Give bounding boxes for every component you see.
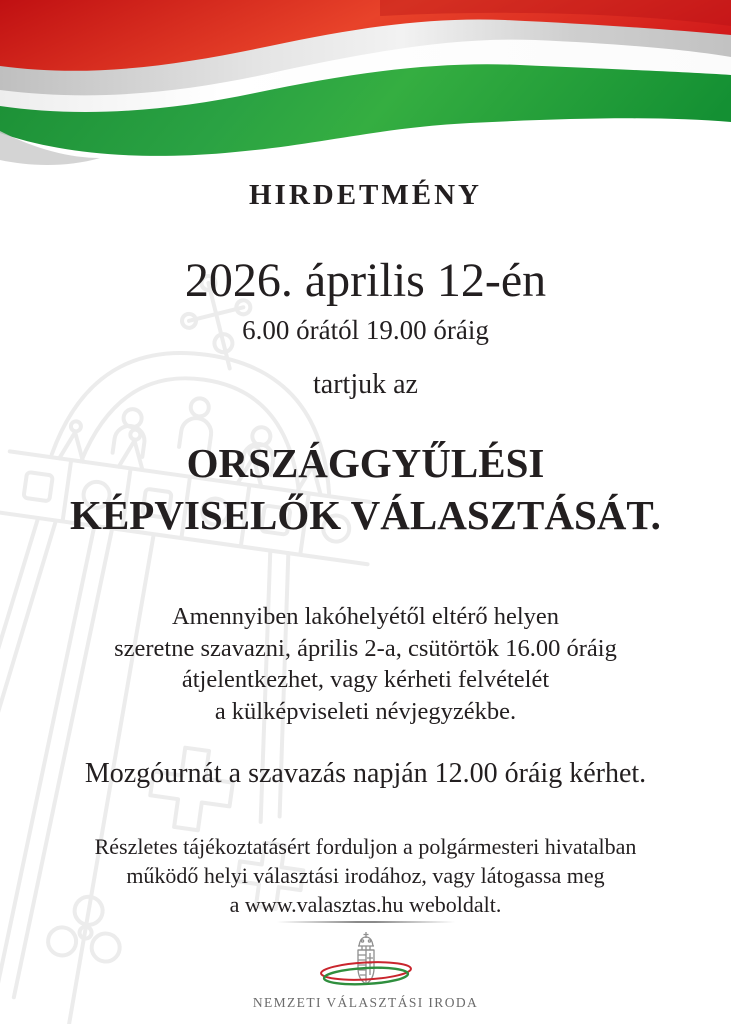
voting-hours: 6.00 órától 19.00 óráig: [242, 315, 489, 345]
lead-in-text: tartjuk az: [313, 369, 418, 400]
hungarian-coat-of-arms-icon: [318, 929, 414, 993]
footer-organization-name: NEMZETI VÁLASZTÁSI IRODA: [252, 995, 479, 1010]
transfer-info-line: a külképviseleti névjegyzékbe.: [214, 697, 517, 725]
footer-divider-line: [277, 921, 455, 923]
transfer-info-line: szeretne szavazni, április 2-a, csütörtök 16.00 óráig: [114, 634, 617, 662]
page-title: HIRDETMÉNY: [248, 179, 482, 211]
details-info-paragraph: [0, 832, 731, 919]
election-name-heading: [0, 437, 731, 541]
emblem-double-cross: [367, 953, 373, 975]
mobile-ballot-info: Mozgóurnát a szavazás napján 12.00 óráig kérhet.: [84, 758, 647, 789]
transfer-info-line: Amennyiben lakóhelyétől eltérő helyen: [171, 603, 560, 630]
details-info-line: a www.valasztas.hu weboldalt.: [229, 892, 502, 917]
details-info-line: működő helyi választási irodához, vagy látogassa meg: [126, 863, 605, 888]
transfer-info-line: átjelentkezhet, vagy kérheti felvételét: [181, 666, 550, 693]
election-name-line2: KÉPVISELŐK VÁLASZTÁSÁT.: [70, 492, 661, 538]
election-date: 2026. április 12-én: [184, 254, 547, 307]
election-name-line1: ORSZÁGGYŰLÉSI: [186, 440, 545, 486]
details-info-line: Részletes tájékoztatásért forduljon a polgármesteri hivatalban: [94, 834, 637, 859]
transfer-info-paragraph: [0, 601, 731, 727]
